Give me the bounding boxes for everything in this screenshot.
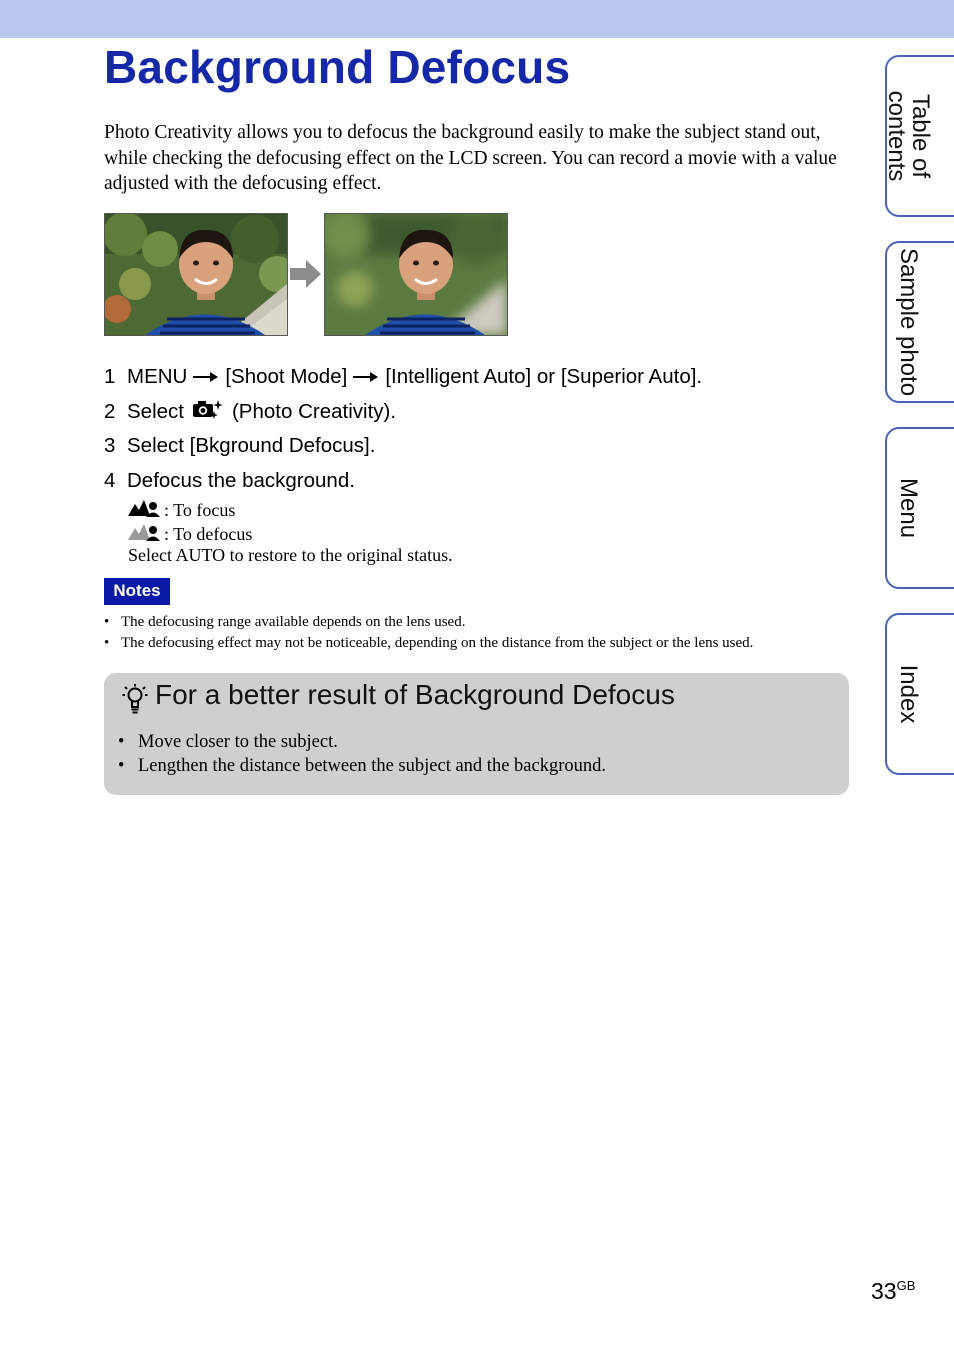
arrow-right-icon: [353, 365, 379, 389]
notes-badge: Notes: [104, 578, 170, 605]
tab-label: Menu: [895, 477, 922, 539]
substep-text: : To defocus: [164, 524, 253, 544]
page-number: [871, 1278, 915, 1305]
list-item: • The defocusing effect may not be noticeable, depending on the distance from the subject or the lens used.: [104, 633, 864, 654]
substep-defocus: [128, 522, 252, 547]
step-text: Select [Bkground Defocus].: [127, 434, 376, 457]
arrow-right-icon: [193, 365, 219, 389]
tab-label: Index: [895, 664, 922, 724]
tab-table-of-contents[interactable]: [885, 55, 954, 217]
step-text: Defocus the background.: [127, 469, 355, 492]
step-3: [104, 434, 375, 458]
step-text: Select: [127, 400, 184, 423]
step-2: [104, 399, 396, 425]
page-number-suffix: GB: [896, 1278, 916, 1293]
tab-label: Table of contents: [883, 90, 934, 182]
tab-menu[interactable]: [885, 427, 954, 589]
step-text: [Intelligent Auto] or [Superior Auto].: [385, 365, 703, 388]
arrow-right-icon: [290, 259, 322, 294]
tab-sample-photo[interactable]: [885, 241, 954, 403]
focus-background-icon: [128, 498, 160, 523]
tip-box: [104, 673, 849, 795]
step-text: (Photo Creativity).: [231, 400, 397, 423]
step-number: 1: [104, 365, 116, 388]
step-number: 4: [104, 469, 116, 492]
lightbulb-icon: [122, 683, 148, 720]
notes-list: [104, 612, 864, 654]
photo-sharp-background: [104, 213, 288, 336]
step-1: [104, 365, 702, 389]
substep-focus: [128, 498, 235, 523]
list-item: • Lengthen the distance between the subject and the background.: [118, 755, 606, 779]
step-number: 3: [104, 434, 116, 457]
page-number-value: 33: [871, 1278, 897, 1304]
photo-defocused-background: [324, 213, 508, 336]
tip-list: [118, 731, 606, 778]
list-item: • Move closer to the subject.: [118, 731, 606, 755]
intro-paragraph: Photo Creativity allows you to defocus the background easily to make the subject stand out, while checking the defocusing effect on the LCD screen. You can record a movie with a value adjusted with the defocusing effect.: [104, 122, 837, 194]
list-item: • The defocusing range available depends on the lens used.: [104, 612, 864, 633]
photo-creativity-icon: [192, 399, 224, 425]
tip-title: For a better result of Background Defocus: [155, 679, 675, 710]
step-text: MENU: [127, 365, 188, 388]
top-bar: [0, 0, 954, 38]
page-title: Background Defocus: [104, 41, 571, 93]
substep-restore: Select AUTO to restore to the original status.: [128, 545, 453, 565]
tab-label: Sample photo: [895, 247, 922, 397]
step-text: [Shoot Mode]: [225, 365, 348, 388]
defocus-background-icon: [128, 522, 160, 547]
step-4: [104, 469, 355, 493]
step-number: 2: [104, 400, 116, 423]
tab-index[interactable]: [885, 613, 954, 775]
substep-text: : To focus: [164, 500, 236, 520]
